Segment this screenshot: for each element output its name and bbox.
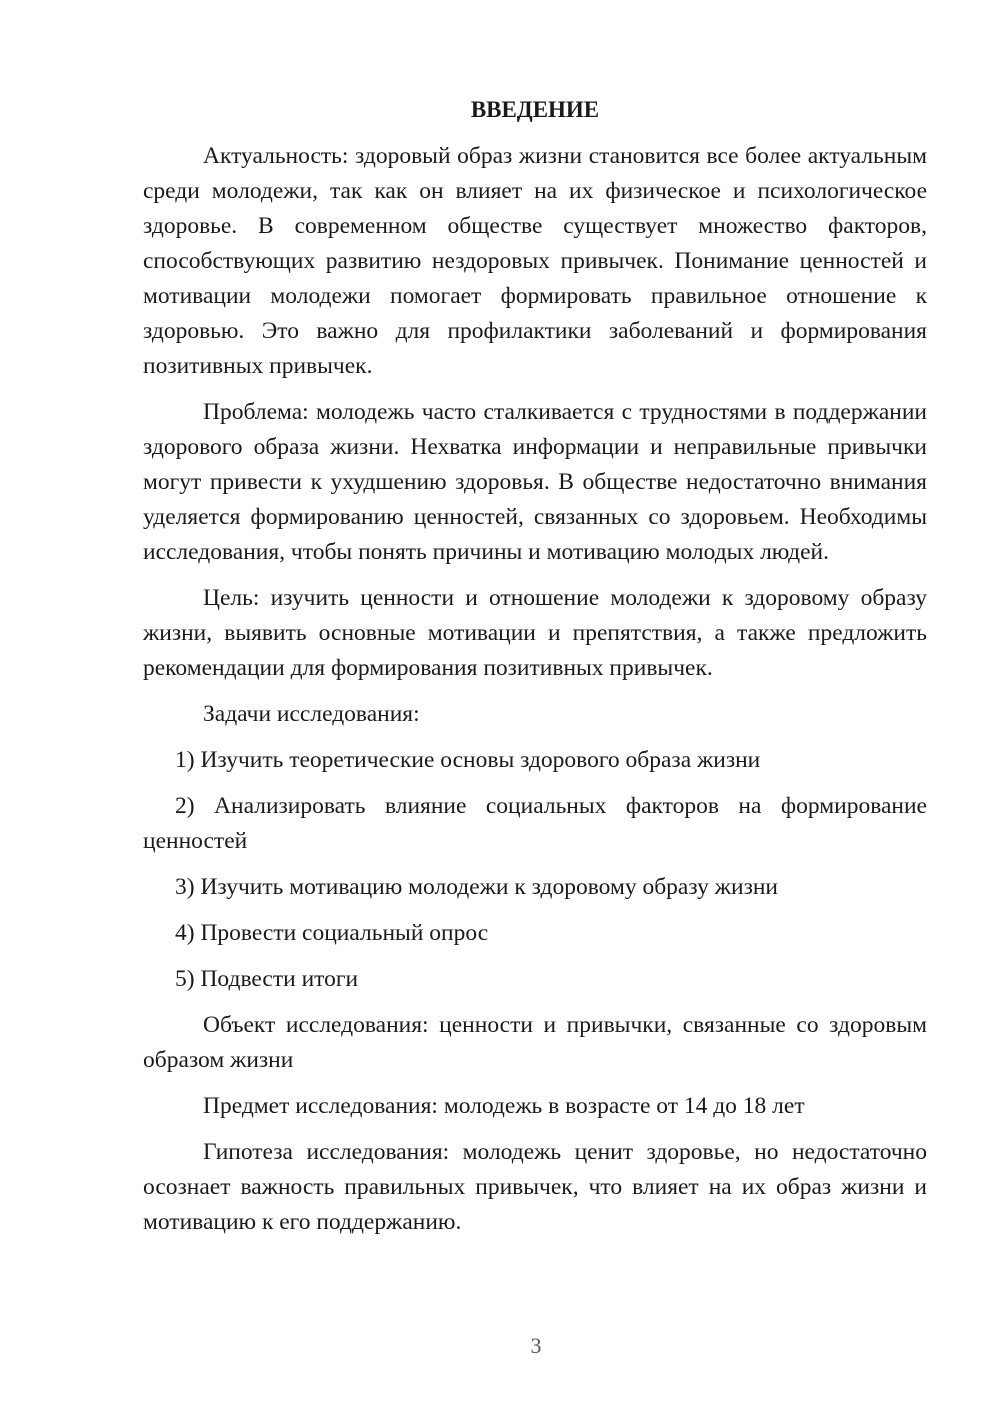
- page-content: [143, 92, 927, 1251]
- page-number: 3: [530, 1333, 542, 1358]
- section-title: ВВЕДЕНИЕ: [470, 97, 600, 122]
- task-item-5: 5) Подвести итоги: [175, 966, 359, 992]
- paragraph-problem: Проблема: молодежь часто сталкивается с трудностями в поддержании здорового образа жизни. Нехватка информации и неправильные привычки могут привести к ухудшению здоровья. В обществе недостаточно внимания уделяется формированию ценностей, связанных со здоровьем. Необходимы исследования, чтобы понять причины и мотивацию молодых людей.: [143, 399, 927, 565]
- paragraph-tasks-heading: Задачи исследования:: [203, 701, 420, 727]
- task-item-2: 2) Анализировать влияние социальных факторов на формирование ценностей: [143, 793, 927, 854]
- task-item-3: 3) Изучить мотивацию молодежи к здоровому образу жизни: [175, 874, 779, 900]
- paragraph-relevance: Актуальность: здоровый образ жизни становится все более актуальным среди молодежи, так как он влияет на их физическое и психологическое здоровье. В современном обществе существует множество факторов, способствующих развитию нездоровых привычек. Понимание ценностей и мотивации молодежи помогает формировать правильное отношение к здоровью. Это важно для профилактики заболеваний и формирования позитивных привычек.: [143, 143, 927, 379]
- paragraph-goal: Цель: изучить ценности и отношение молодежи к здоровому образу жизни, выявить основные мотивации и препятствия, а также предложить рекомендации для формирования позитивных привычек.: [143, 585, 927, 681]
- task-item-1: 1) Изучить теоретические основы здорового образа жизни: [175, 747, 761, 773]
- task-item-4: 4) Провести социальный опрос: [175, 920, 489, 946]
- paragraph-hypothesis: Гипотеза исследования: молодежь ценит здоровье, но недостаточно осознает важность правильных привычек, что влияет на их образ жизни и мотивацию к его поддержанию.: [143, 1139, 927, 1235]
- paragraph-subject: Предмет исследования: молодежь в возрасте от 14 до 18 лет: [203, 1093, 805, 1119]
- paragraph-object: Объект исследования: ценности и привычки, связанные со здоровым образом жизни: [143, 1012, 927, 1073]
